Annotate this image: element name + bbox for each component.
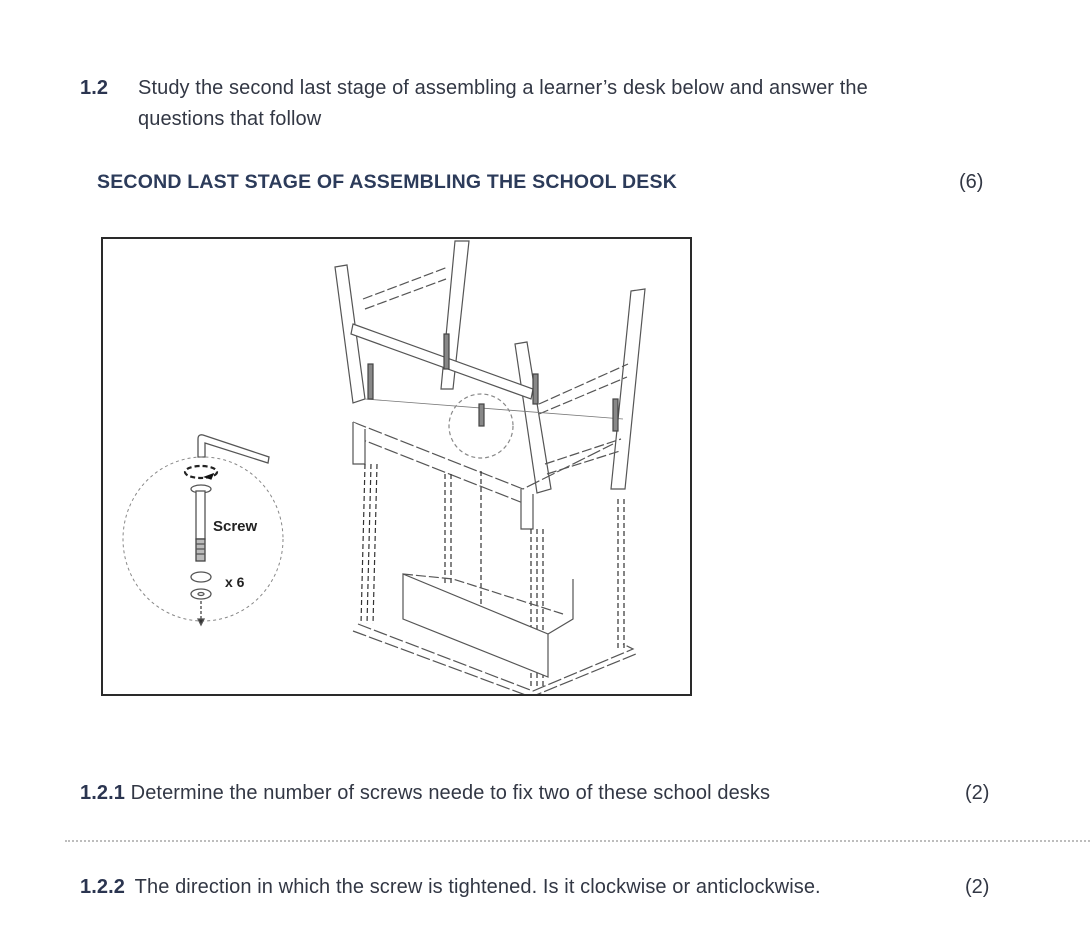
allen-key-icon bbox=[198, 435, 269, 463]
subquestion-number: 1.2.1 bbox=[80, 782, 125, 804]
question-number: 1.2 bbox=[80, 77, 109, 99]
subquestion-number: 1.2.2 bbox=[80, 876, 125, 898]
screw-quantity-label: x 6 bbox=[225, 574, 245, 590]
subquestion-marks: (2) bbox=[965, 876, 990, 898]
question-intro bbox=[80, 77, 108, 100]
subquestion-text: Determine the number of screws neede to fix two of these school desks bbox=[130, 782, 771, 804]
screw-label: Screw bbox=[213, 518, 258, 535]
subquestion-text: The direction in which the screw is tightened. Is it clockwise or anticlockwise. bbox=[134, 876, 821, 898]
washer-icon bbox=[191, 572, 211, 599]
assembly-diagram bbox=[101, 237, 692, 696]
subquestion-1-2-2 bbox=[80, 876, 821, 899]
subquestion-marks: (2) bbox=[965, 782, 990, 804]
answer-divider bbox=[65, 840, 1090, 842]
figure-heading: SECOND LAST STAGE OF ASSEMBLING THE SCHOOL DESK bbox=[97, 171, 677, 193]
figure-marks: (6) bbox=[959, 171, 984, 193]
desk-frame-exploded-view bbox=[335, 241, 645, 694]
rotation-arrow-icon bbox=[185, 466, 217, 479]
question-text-line1: Study the second last stage of assembling a learner’s desk below and answer the bbox=[138, 77, 868, 99]
question-text-line2: questions that follow bbox=[138, 108, 322, 130]
subquestion-1-2-1 bbox=[80, 782, 770, 805]
screw-icon bbox=[191, 485, 211, 561]
desk-assembly-illustration bbox=[103, 239, 690, 694]
